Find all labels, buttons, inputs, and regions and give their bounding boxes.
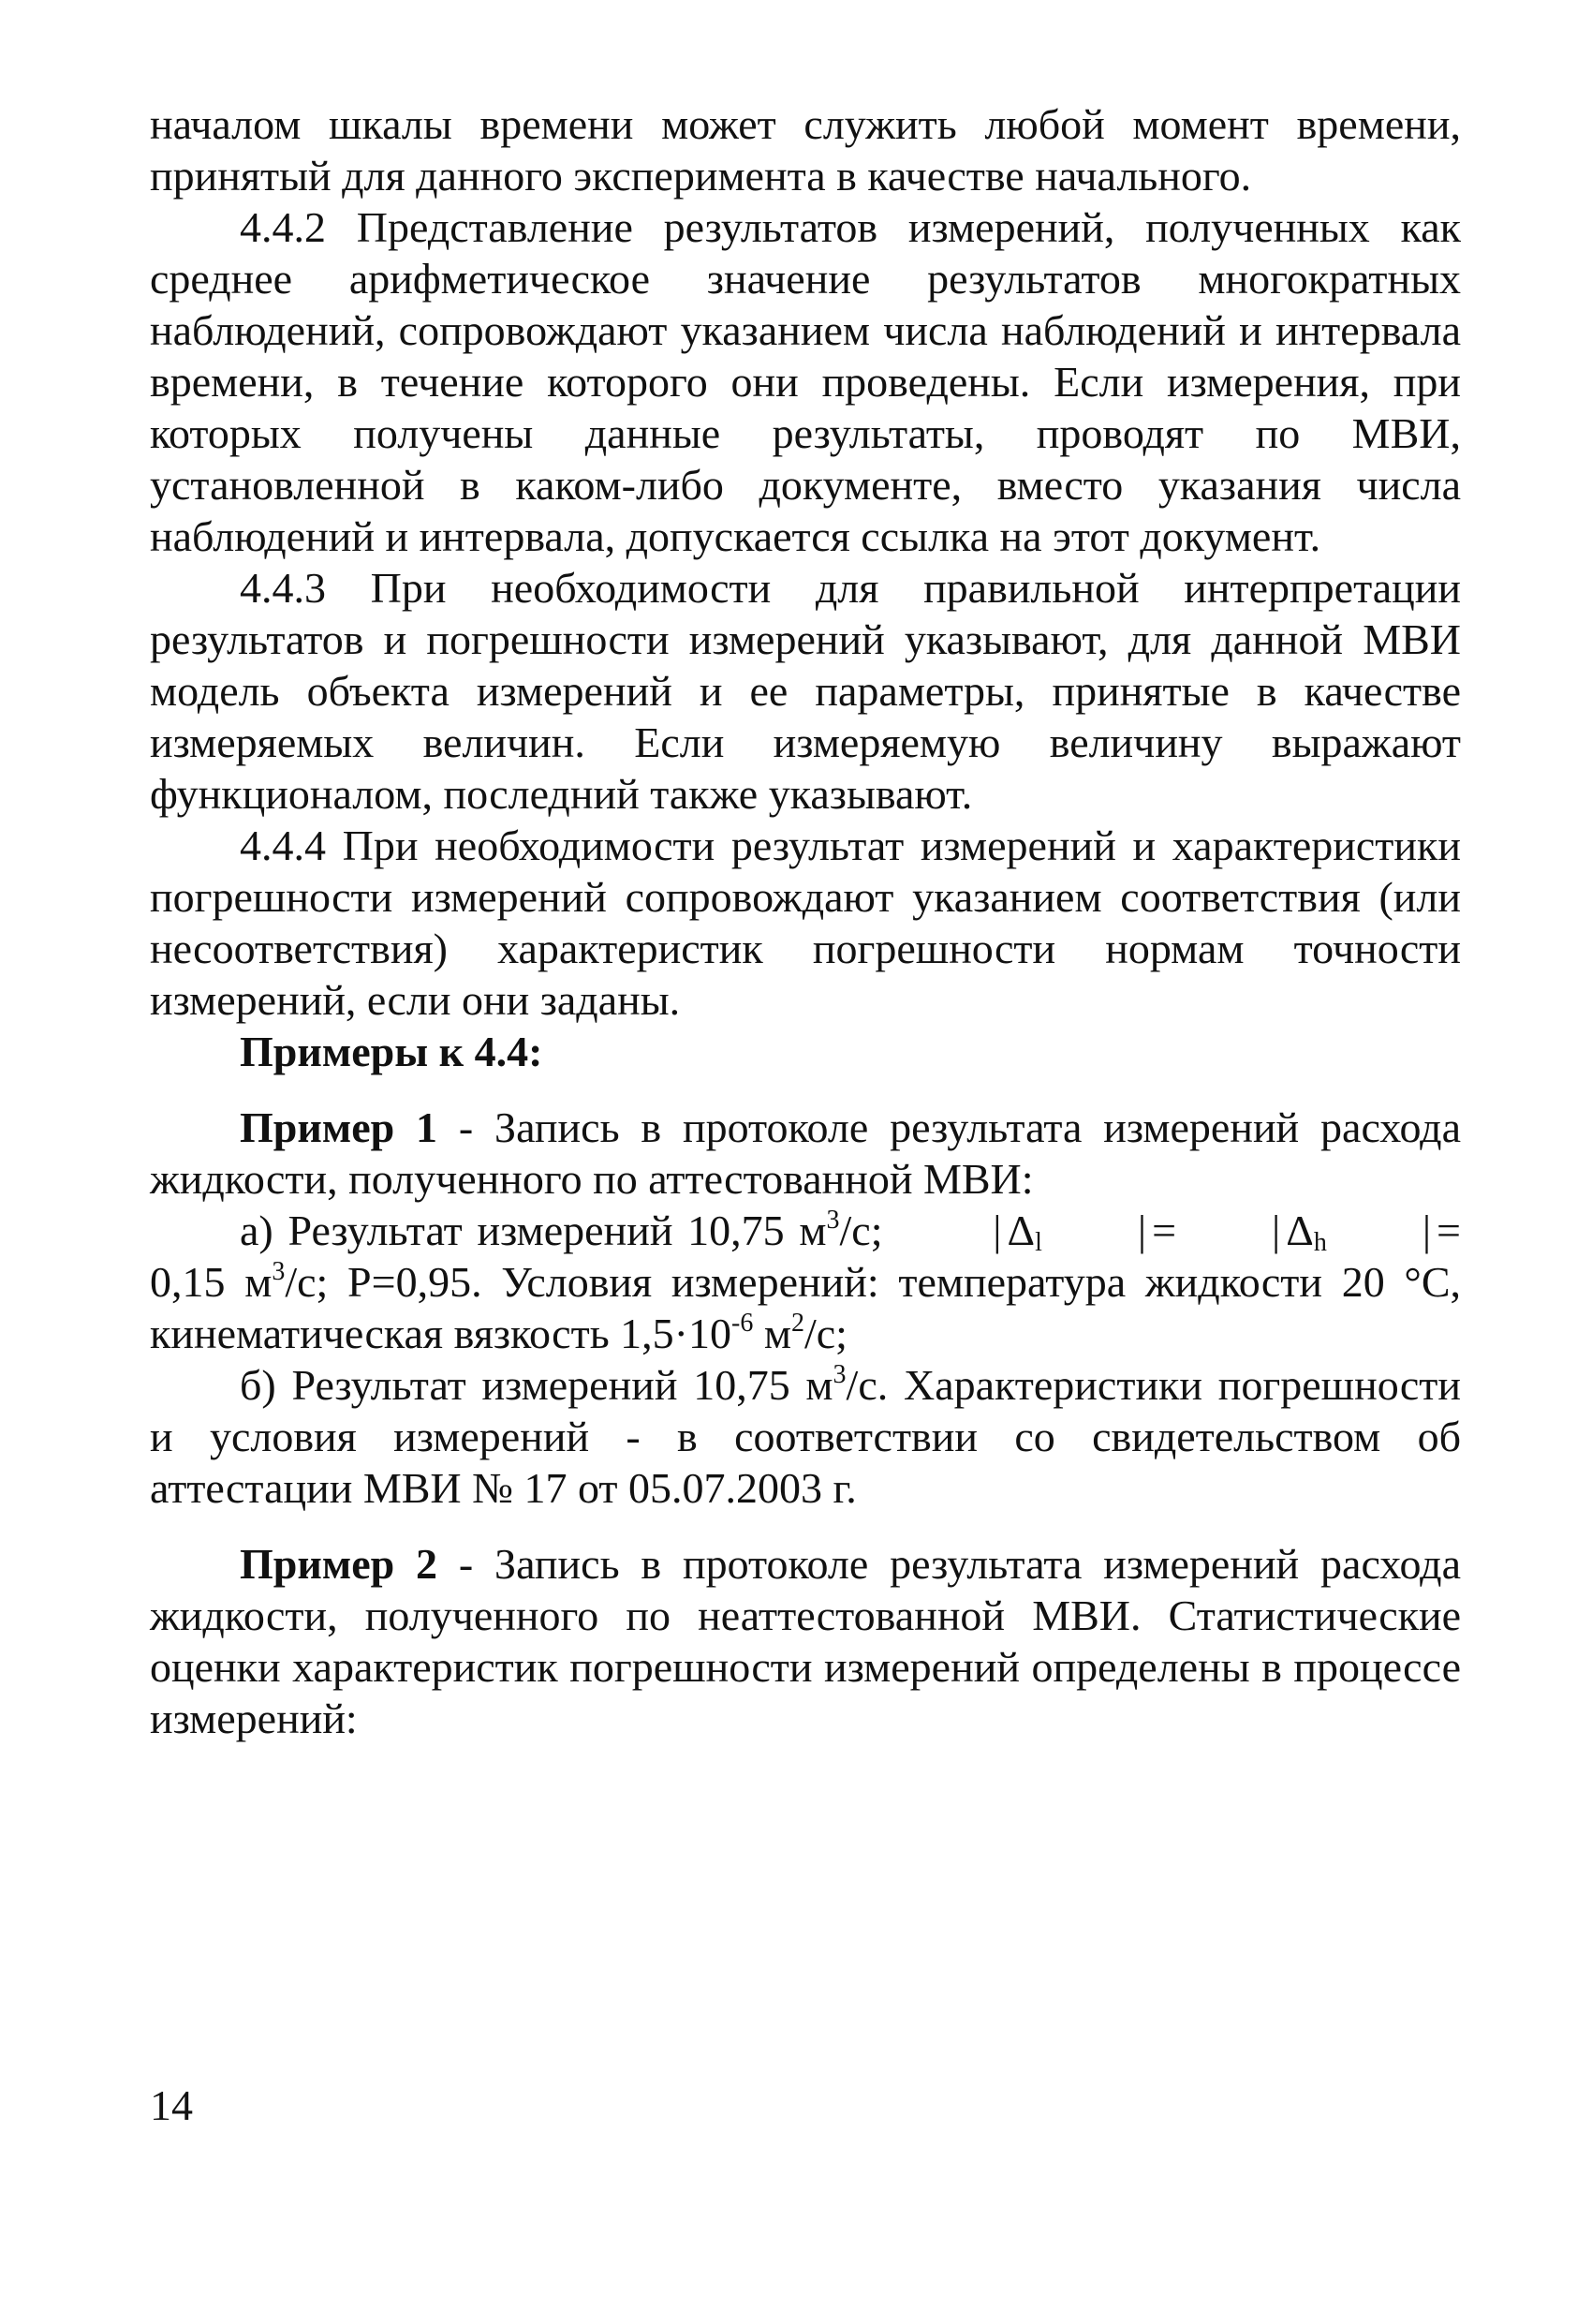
example-1a-text-4: /с; P=0,95. Условия измерений: температура жидкости 20 °С, кинематическая вязкость 1,5·10 — [150, 1258, 1462, 1357]
example-1a-text-5: м — [753, 1310, 791, 1357]
example-1a-sup-3: -6 — [731, 1309, 754, 1338]
paragraph-4-4-2: 4.4.2 Представление результатов измерений, полученных как среднее арифметическое значение результатов многократных наблюдений, сопровождают указанием числа наблюдений и интервала времени, в течение которого они проведены. Если измерения, при которых получены данные результаты, проводят по МВИ, установленной в каком-либо документе, вместо указания числа наблюдений и интервала, допускается ссылка на этот документ. — [150, 203, 1461, 560]
example-2-text: - Запись в протоколе результата измерений расхода жидкости, полученного по неаттестованной МВИ. Статистические оценки характеристик погрешности измерений определены в процессе измерений: — [150, 1540, 1461, 1742]
delta-symbol: Δ — [1286, 1206, 1314, 1254]
page-number: 14 — [150, 2081, 193, 2129]
example-1a-text-6: /с; — [803, 1310, 848, 1357]
equals-sign: = — [1152, 1206, 1177, 1254]
paragraph-intro: началом шкалы времени может служить любой момент времени, принятый для данного эксперимента в качестве начального. — [150, 100, 1461, 200]
abs-bar: | — [1422, 1206, 1432, 1254]
example-1b-text-2: /с. Характеристики погрешности и условия измерений - в соответствии со свидетельством об аттестации МВИ № 17 от 05.07.2003 г. — [150, 1361, 1461, 1512]
example-1a-text-3: = 0,15 м — [150, 1206, 1461, 1306]
example-1a-sup-4: 2 — [790, 1309, 804, 1338]
paragraph-4-4-4: 4.4.4 При необходимости результат измерений и характеристики погрешности измерений сопровождают указанием соответствия (или несоответствия) характеристик погрешности нормам точности измерений, если они заданы. — [150, 822, 1461, 1024]
example-1a-text-1: а) Результат измерений 10,75 м — [240, 1206, 827, 1254]
abs-bar: | — [1137, 1206, 1147, 1254]
example-1-item-b — [150, 1359, 1461, 1514]
delta-sub-h: h — [1313, 1228, 1327, 1257]
abs-bar: | — [993, 1206, 1002, 1254]
example-1b-text-1: б) Результат измерений 10,75 м — [240, 1361, 833, 1409]
example-2 — [150, 1538, 1461, 1744]
abs-bar: | — [1272, 1206, 1281, 1254]
body-text — [150, 98, 1461, 1744]
example-1a-sup-2: 3 — [272, 1257, 286, 1286]
delta-sub-l: l — [1035, 1228, 1042, 1257]
example-1-item-a — [150, 1205, 1461, 1359]
example-2-label: Пример 2 — [240, 1540, 438, 1588]
example-1a-sup-1: 3 — [826, 1206, 840, 1235]
example-1-text: - Запись в протоколе результата измерений расхода жидкости, полученного по аттестованной МВИ: — [150, 1103, 1461, 1203]
example-1b-sup-1: 3 — [833, 1360, 847, 1389]
example-1-label: Пример 1 — [240, 1103, 438, 1151]
delta-symbol: Δ — [1007, 1206, 1036, 1254]
paragraph-4-4-3: 4.4.3 При необходимости для правильной интерпретации результатов и погрешности измерений указывают, для данной МВИ модель объекта измерений и ее параметры, принятые в качестве измеряемых величин. Если измеряемую величину выражают функционалом, последний также указывают. — [150, 564, 1461, 818]
example-1 — [150, 1102, 1461, 1205]
examples-heading: Примеры к 4.4: — [240, 1028, 543, 1075]
example-1a-text-2: /с; — [839, 1206, 898, 1254]
